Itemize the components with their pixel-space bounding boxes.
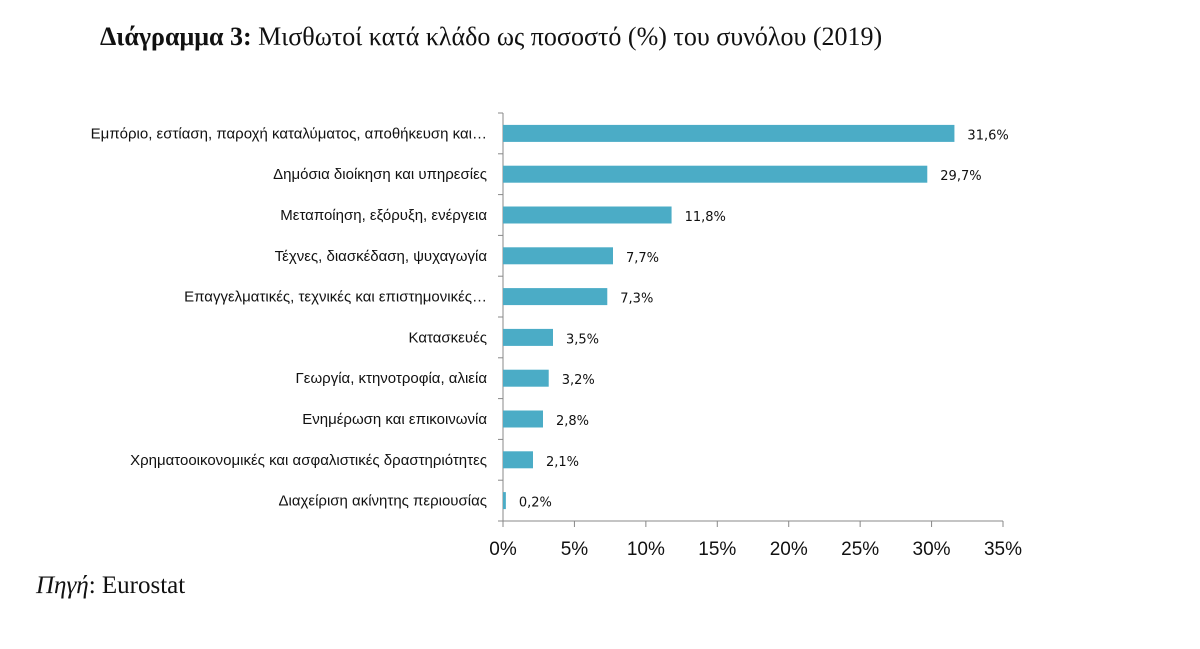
- x-tick-label: 35%: [983, 539, 1023, 560]
- x-tick-label: 15%: [698, 539, 737, 560]
- data-label: 2,8%: [556, 414, 590, 429]
- chart-title-prefix: Διάγραμμα 3:: [100, 22, 252, 51]
- data-label: 3,2%: [561, 373, 595, 389]
- bar: [503, 125, 954, 142]
- x-tick-label: 30%: [912, 539, 951, 560]
- x-tick-label: 20%: [769, 539, 808, 560]
- category-label: Τέχνες, διασκέδαση, ψυχαγωγία: [274, 247, 487, 265]
- source-label: Πηγή: [36, 572, 89, 599]
- data-label: 0,2%: [518, 495, 552, 511]
- data-label: 31,6%: [967, 128, 1009, 144]
- category-label: Χρηματοοικονομικές και ασφαλιστικές δραστηριότητες: [130, 451, 487, 469]
- bar: [503, 451, 533, 468]
- data-label: 11,8%: [684, 210, 726, 225]
- x-tick-label: 10%: [626, 539, 665, 560]
- category-label: Εμπόριο, εστίαση, παροχή καταλύματος, αποθήκευση και…: [90, 125, 487, 143]
- category-label: Μεταποίηση, εξόρυξη, ενέργεια: [280, 207, 487, 224]
- data-label: 7,3%: [620, 291, 654, 307]
- bar: [503, 370, 549, 387]
- data-label: 2,1%: [546, 454, 580, 470]
- bar: [503, 492, 506, 509]
- x-tick-label: 0%: [489, 539, 517, 560]
- data-label: 3,5%: [566, 332, 600, 348]
- x-tick-label: 25%: [841, 539, 880, 560]
- bar: [503, 166, 927, 183]
- category-label: Κατασκευές: [408, 329, 487, 347]
- bar: [503, 247, 613, 264]
- category-label: Διαχείριση ακίνητης περιουσίας: [278, 492, 487, 510]
- bar: [503, 207, 672, 224]
- data-label: 7,7%: [626, 250, 660, 266]
- category-label: Επαγγελματικές, τεχνικές και επιστημονικές…: [184, 288, 487, 306]
- chart-title-text: Μισθωτοί κατά κλάδο ως ποσοστό (%) του συνόλου (2019): [251, 22, 883, 51]
- category-label: Δημόσια διοίκηση και υπηρεσίες: [273, 166, 487, 184]
- source-note: [36, 572, 185, 600]
- data-label: 29,7%: [940, 169, 982, 185]
- x-tick-label: 5%: [560, 539, 589, 560]
- bar: [503, 411, 543, 428]
- category-label: Γεωργία, κτηνοτροφία, αλιεία: [295, 370, 487, 388]
- category-label: Ενημέρωση και επικοινωνία: [302, 411, 487, 428]
- bar: [503, 329, 553, 346]
- source-text: : Eurostat: [88, 572, 186, 599]
- bar: [503, 288, 607, 305]
